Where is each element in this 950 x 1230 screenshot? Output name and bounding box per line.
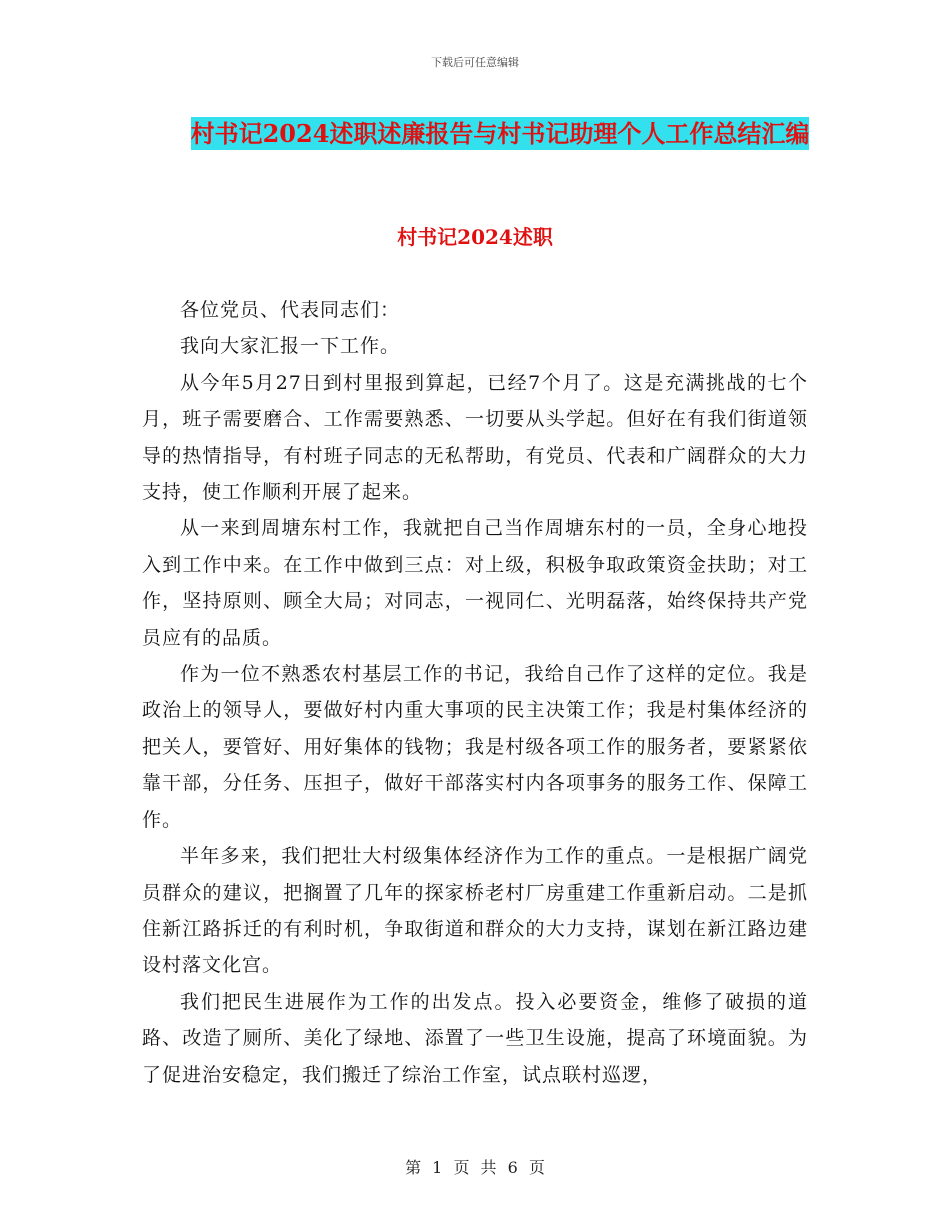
paragraph-greeting: 各位党员、代表同志们： bbox=[180, 299, 401, 321]
paragraph: 我们把民生进展作为工作的出发点。投入必要资金，维修了破损的道路、改造了厕所、美化了绿地、添置了一些卫生设施，提高了环境面貌。为了促进治安稳定，我们搬迁了综治工作室，试点联村巡逻， bbox=[142, 990, 808, 1086]
paragraph: 作为一位不熟悉农村基层工作的书记，我给自己作了这样的定位。我是政治上的领导人，要做好村内重大事项的民主决策工作；我是村集体经济的把关人，要管好、用好集体的钱物；我是村级各项工作的服务者，要紧紧依靠干部，分任务、压担子，做好干部落实村内各项事务的服务工作、保障工作。 bbox=[142, 663, 808, 831]
document-body bbox=[142, 292, 808, 1093]
paragraph: 半年多来，我们把壮大村级集体经济作为工作的重点。一是根据广阔党员群众的建议，把搁置了几年的探家桥老村厂房重建工作重新启动。二是抓住新江路拆迁的有利时机，争取街道和群众的大力支持，谋划在新江路边建设村落文化宫。 bbox=[142, 845, 808, 977]
document-title bbox=[140, 112, 860, 156]
document-title-text: 村书记2024述职述廉报告与村书记助理个人工作总结汇编 bbox=[190, 119, 810, 148]
paragraph: 从今年5月27日到村里报到算起，已经7个月了。这是充满挑战的七个月，班子需要磨合、工作需要熟悉、一切要从头学起。但好在有我们街道领导的热情指导，有村班子同志的无私帮助，有党员、代表和广阔群众的大力支持，使工作顺利开展了起来。 bbox=[142, 371, 808, 504]
header-note: 下载后可任意编辑 bbox=[431, 56, 519, 69]
paragraph: 从一来到周塘东村工作，我就把自己当作周塘东村的一员，全身心地投入到工作中来。在工作中做到三点：对上级，积极争取政策资金扶助；对工作，坚持原则、顾全大局；对同志，一视同仁、光明磊落，始终保持共产党员应有的品质。 bbox=[142, 517, 808, 649]
section-title: 村书记2024述职 bbox=[397, 225, 553, 249]
paragraph-intro: 我向大家汇报一下工作。 bbox=[180, 335, 401, 358]
page-number-footer: 第 1 页 共 6 页 bbox=[405, 1158, 545, 1177]
